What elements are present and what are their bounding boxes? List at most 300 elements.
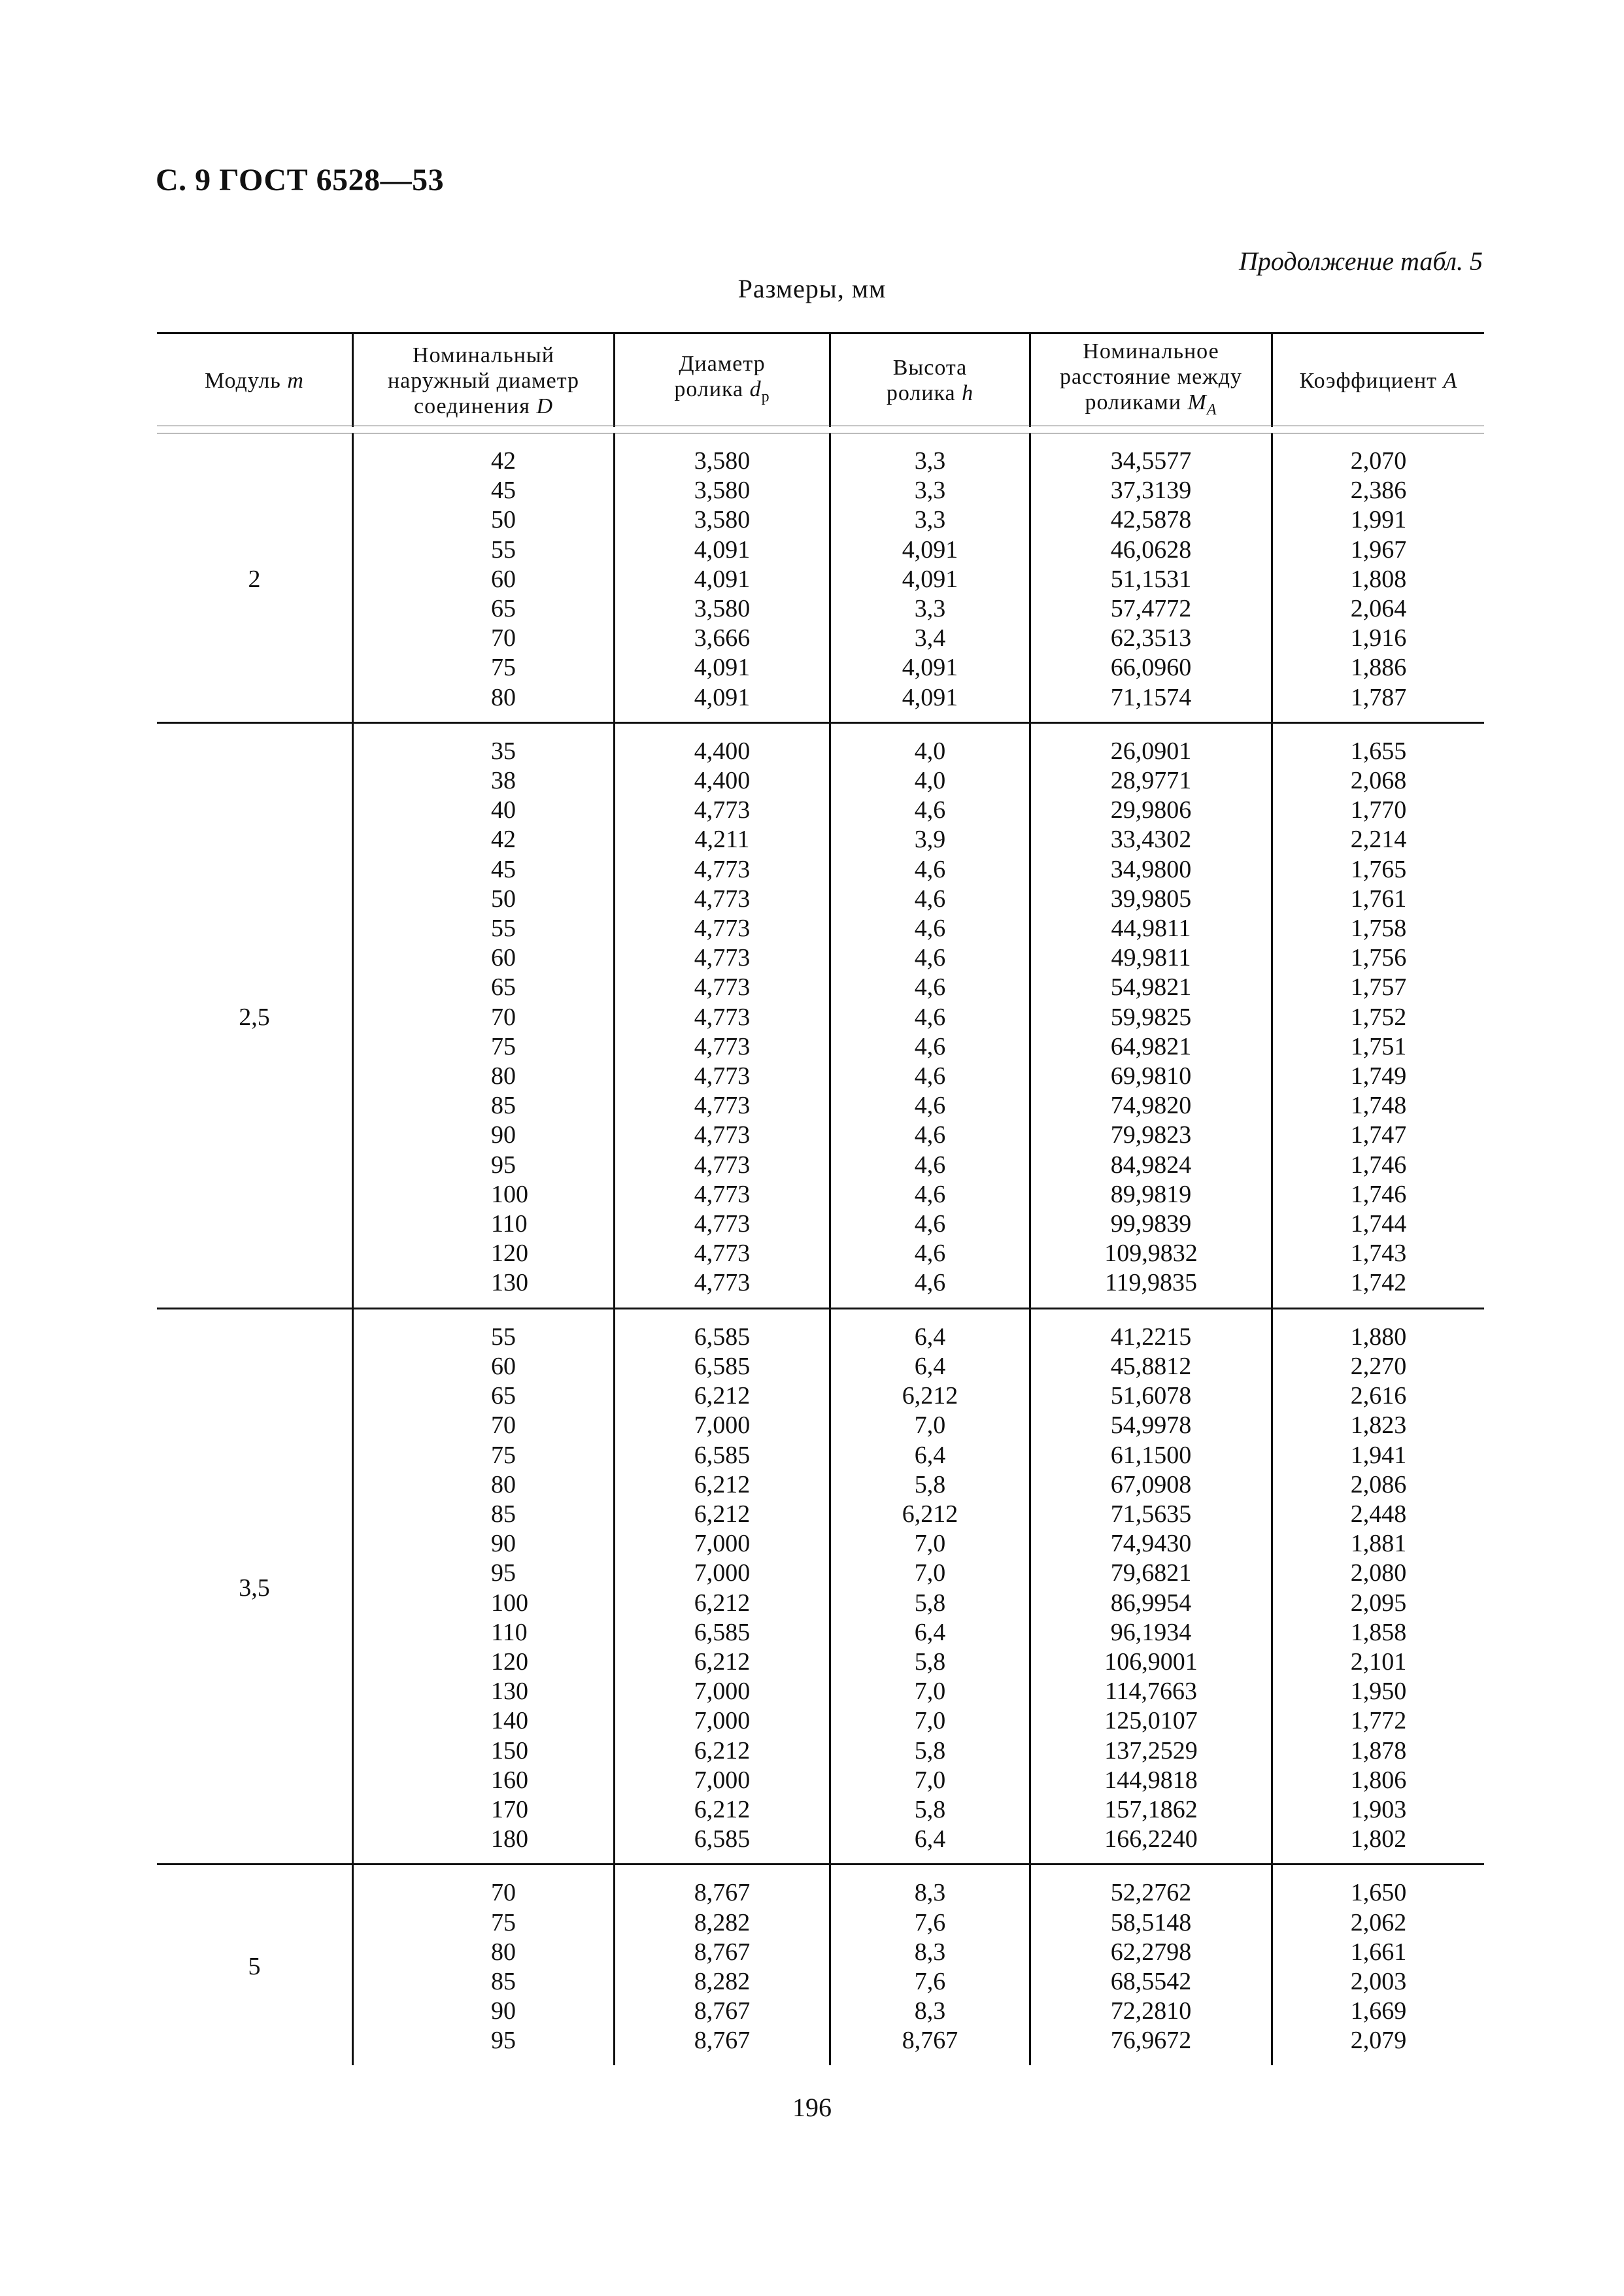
table-cell: 33,4302 — [1110, 826, 1192, 854]
table-cell: 1,765 — [1350, 855, 1407, 883]
table-cell: 5,8 — [914, 1589, 946, 1617]
table-cell: 4,773 — [694, 796, 751, 824]
table-cell: 51,1531 — [1110, 565, 1192, 593]
roller-distance-col — [1029, 433, 1271, 722]
table-cell: 1,752 — [1350, 1003, 1407, 1031]
table-cell: 51,6078 — [1110, 1382, 1192, 1410]
table-cell: 90 — [491, 1121, 516, 1149]
table-cell: 55 — [491, 915, 516, 943]
table-cell: 4,6 — [914, 1210, 946, 1238]
table-cell: 4,6 — [914, 944, 946, 972]
table-cell: 4,6 — [914, 1092, 946, 1120]
table-cell: 1,823 — [1350, 1411, 1407, 1440]
table-cell: 4,091 — [902, 535, 958, 564]
coefficient-col — [1271, 433, 1484, 722]
module-group — [157, 1308, 1484, 1864]
table-cell: 29,9806 — [1110, 796, 1192, 824]
table-cell: 45 — [491, 855, 516, 883]
table-cell: 84,9824 — [1110, 1151, 1192, 1179]
table-cell: 7,000 — [694, 1766, 751, 1794]
roller-distance-col — [1029, 1865, 1271, 2065]
table-cell: 50 — [491, 885, 516, 913]
table-cell: 4,091 — [694, 565, 751, 593]
table-cell: 5,8 — [914, 1795, 946, 1823]
module-value: 3,5 — [239, 1574, 270, 1602]
coefficient-col — [1271, 1309, 1484, 1864]
table-cell: 90 — [491, 1530, 516, 1558]
table-cell: 1,903 — [1350, 1795, 1407, 1823]
page-number: 196 — [792, 2093, 832, 2122]
table-cell: 4,773 — [694, 1180, 751, 1208]
table-cell: 5,8 — [914, 1736, 946, 1764]
table-cell: 69,9810 — [1110, 1062, 1192, 1090]
table-cell: 4,773 — [694, 1210, 751, 1238]
table-cell: 2,214 — [1350, 826, 1407, 854]
table-cell: 166,2240 — [1104, 1825, 1198, 1853]
table-cell: 42,5878 — [1110, 506, 1192, 534]
table-cell: 79,9823 — [1110, 1121, 1192, 1149]
table-cell: 8,767 — [694, 2027, 751, 2055]
table-cell: 5,8 — [914, 1647, 946, 1676]
table-cell: 4,0 — [914, 737, 946, 765]
roller-diameter-col — [613, 724, 829, 1308]
table-cell: 39,9805 — [1110, 885, 1192, 913]
table-cell: 34,5577 — [1110, 447, 1192, 475]
table-cell: 8,3 — [914, 1997, 946, 2025]
table-cell: 7,6 — [914, 1967, 946, 1995]
table-cell: 40 — [491, 796, 516, 824]
table-cell: 57,4772 — [1110, 595, 1192, 623]
table-cell: 4,773 — [694, 1151, 751, 1179]
table-cell: 1,742 — [1350, 1269, 1407, 1297]
table-cell: 6,212 — [694, 1795, 751, 1823]
table-cell: 130 — [491, 1678, 528, 1706]
table-cell: 1,748 — [1350, 1092, 1407, 1120]
table-cell: 1,802 — [1350, 1825, 1407, 1853]
table-cell: 2,270 — [1350, 1352, 1407, 1380]
table-cell: 4,773 — [694, 855, 751, 883]
table-cell: 110 — [491, 1210, 528, 1238]
table-cell: 8,767 — [902, 2027, 958, 2055]
table-cell: 6,212 — [694, 1647, 751, 1676]
table-cell: 67,0908 — [1110, 1470, 1192, 1498]
table-cell: 1,967 — [1350, 535, 1407, 564]
table-cell: 150 — [491, 1736, 528, 1764]
table-cell: 7,0 — [914, 1530, 946, 1558]
table-cell: 70 — [491, 1411, 516, 1440]
table-cell: 6,4 — [914, 1352, 946, 1380]
table-cell: 42 — [491, 826, 516, 854]
table-cell: 2,079 — [1350, 2027, 1407, 2055]
header-roller-diameter: Диаметр ролика $d_р$ — [613, 334, 829, 427]
table-cell: 3,580 — [694, 595, 751, 623]
table-cell: 44,9811 — [1111, 915, 1191, 943]
table-cell: 4,773 — [694, 1121, 751, 1149]
table-cell: 37,3139 — [1110, 477, 1192, 505]
table-cell: 3,3 — [914, 506, 946, 534]
table-cell: 4,773 — [694, 1240, 751, 1268]
module-value: 2 — [248, 565, 261, 593]
table-cell: 1,941 — [1350, 1441, 1407, 1469]
table-cell: 68,5542 — [1110, 1967, 1192, 1995]
table-cell: 4,773 — [694, 1062, 751, 1090]
table-cell: 6,212 — [694, 1500, 751, 1528]
coefficient-col — [1271, 724, 1484, 1308]
table-cell: 1,757 — [1350, 973, 1407, 1002]
table-cell: 6,4 — [914, 1825, 946, 1853]
table-cell: 3,3 — [914, 447, 946, 475]
table-cell: 7,0 — [914, 1411, 946, 1440]
table-cell: 6,212 — [902, 1382, 958, 1410]
table-cell: 1,787 — [1350, 683, 1407, 711]
module-cell — [157, 1865, 352, 2065]
table-cell: 70 — [491, 624, 516, 652]
table-cell: 125,0107 — [1104, 1707, 1198, 1735]
table-cell: 4,773 — [694, 1032, 751, 1060]
table-cell: 58,5148 — [1110, 1908, 1192, 1936]
roller-diameter-col — [613, 433, 829, 722]
table-cell: 6,585 — [694, 1825, 751, 1853]
module-value: 5 — [248, 1953, 261, 1981]
table-cell: 70 — [491, 1003, 516, 1031]
table-cell: 6,585 — [694, 1441, 751, 1469]
table-cell: 28,9771 — [1110, 767, 1192, 795]
table-cell: 96,1934 — [1110, 1618, 1192, 1646]
table-cell: 74,9820 — [1110, 1092, 1192, 1120]
table-cell: 85 — [491, 1967, 516, 1995]
table-cell: 7,000 — [694, 1530, 751, 1558]
table-cell: 1,758 — [1350, 915, 1407, 943]
table-cell: 5,8 — [914, 1470, 946, 1498]
table-cell: 2,086 — [1350, 1470, 1407, 1498]
table-cell: 86,9954 — [1110, 1589, 1192, 1617]
table-cell: 42 — [491, 447, 516, 475]
table-cell: 106,9001 — [1104, 1647, 1198, 1676]
roller-height-col — [829, 724, 1029, 1308]
table-cell: 4,6 — [914, 1151, 946, 1179]
table-cell: 7,0 — [914, 1766, 946, 1794]
table-cell: 8,282 — [694, 1908, 751, 1936]
table-cell: 7,000 — [694, 1559, 751, 1587]
table-cell: 61,1500 — [1110, 1441, 1192, 1469]
table-cell: 1,747 — [1350, 1121, 1407, 1149]
table-cell: 144,9818 — [1104, 1766, 1198, 1794]
table-cell: 4,6 — [914, 885, 946, 913]
header-roller-height: Высота ролика h — [829, 334, 1029, 427]
header-module: Модуль m — [205, 368, 304, 393]
page-header: С. 9 ГОСТ 6528—53 — [156, 163, 445, 197]
table-cell: 6,212 — [694, 1736, 751, 1764]
table-cell: 170 — [491, 1795, 528, 1823]
roller-distance-col — [1029, 1309, 1271, 1864]
table-cell: 1,808 — [1350, 565, 1407, 593]
module-group — [157, 1863, 1484, 2065]
roller-diameter-col — [613, 1309, 829, 1864]
table-cell: 4,773 — [694, 944, 751, 972]
table-cell: 60 — [491, 944, 516, 972]
table-cell: 7,0 — [914, 1559, 946, 1587]
table-cell: 110 — [491, 1618, 528, 1646]
roller-distance-col — [1029, 724, 1271, 1308]
table-cell: 6,585 — [694, 1618, 751, 1646]
coefficient-col — [1271, 1865, 1484, 2065]
table-cell: 120 — [491, 1647, 528, 1676]
table-cell: 66,0960 — [1110, 654, 1192, 682]
table-cell: 4,6 — [914, 1269, 946, 1297]
table-cell: 90 — [491, 1997, 516, 2025]
table-cell: 1,950 — [1350, 1678, 1407, 1706]
header-roller-distance: Номинальное расстояние между роликами $M_A$ — [1029, 334, 1271, 427]
outer-diameter-col — [352, 1865, 613, 2065]
table-cell: 4,6 — [914, 796, 946, 824]
table-cell: 100 — [491, 1589, 528, 1617]
table-cell: 1,880 — [1350, 1323, 1407, 1351]
table-cell: 75 — [491, 654, 516, 682]
table-cell: 7,000 — [694, 1707, 751, 1735]
table-cell: 2,064 — [1350, 595, 1407, 623]
table-cell: 1,761 — [1350, 885, 1407, 913]
table-cell: 4,773 — [694, 1269, 751, 1297]
module-cell — [157, 433, 352, 722]
table-cell: 1,886 — [1350, 654, 1407, 682]
table-cell: 4,6 — [914, 1003, 946, 1031]
table-cell: 7,0 — [914, 1678, 946, 1706]
table-cell: 2,080 — [1350, 1559, 1407, 1587]
table-cell: 1,655 — [1350, 737, 1407, 765]
table-cell: 95 — [491, 1151, 516, 1179]
table-cell: 7,0 — [914, 1707, 946, 1735]
table-cell: 8,767 — [694, 1938, 751, 1966]
table-cell: 1,751 — [1350, 1032, 1407, 1060]
table-cell: 4,400 — [694, 737, 751, 765]
table-cell: 54,9821 — [1110, 973, 1192, 1002]
table-cell: 3,4 — [914, 624, 946, 652]
table-cell: 3,3 — [914, 595, 946, 623]
table-cell: 80 — [491, 1062, 516, 1090]
table-cell: 65 — [491, 973, 516, 1002]
table-cell: 50 — [491, 506, 516, 534]
roller-height-col — [829, 433, 1029, 722]
table-cell: 75 — [491, 1441, 516, 1469]
table-cell: 65 — [491, 595, 516, 623]
table-cell: 7,000 — [694, 1678, 751, 1706]
table-cell: 3,3 — [914, 477, 946, 505]
table-cell: 6,585 — [694, 1352, 751, 1380]
table-cell: 4,773 — [694, 885, 751, 913]
table-cell: 4,6 — [914, 973, 946, 1002]
table-cell: 62,3513 — [1110, 624, 1192, 652]
table-cell: 4,0 — [914, 767, 946, 795]
table-cell: 49,9811 — [1111, 944, 1191, 972]
table-cell: 6,4 — [914, 1323, 946, 1351]
table-cell: 137,2529 — [1104, 1736, 1198, 1764]
table-cell: 79,6821 — [1110, 1559, 1192, 1587]
table-cell: 1,881 — [1350, 1530, 1407, 1558]
table-cell: 1,749 — [1350, 1062, 1407, 1090]
table-cell: 8,3 — [914, 1879, 946, 1907]
table-cell: 3,580 — [694, 447, 751, 475]
table-cell: 4,211 — [694, 826, 750, 854]
table-cell: 72,2810 — [1110, 1997, 1192, 2025]
table-cell: 59,9825 — [1110, 1003, 1192, 1031]
table-cell: 6,4 — [914, 1441, 946, 1469]
table-cell: 52,2762 — [1110, 1879, 1192, 1907]
module-value: 2,5 — [239, 1003, 270, 1031]
table-cell: 55 — [491, 535, 516, 564]
table-cell: 1,806 — [1350, 1766, 1407, 1794]
table-cell: 7,000 — [694, 1411, 751, 1440]
table-cell: 60 — [491, 565, 516, 593]
table-cell: 45 — [491, 477, 516, 505]
table-cell: 4,773 — [694, 915, 751, 943]
table-cell: 1,661 — [1350, 1938, 1407, 1966]
table-cell: 2,095 — [1350, 1589, 1407, 1617]
table-cell: 95 — [491, 1559, 516, 1587]
table-cell: 2,448 — [1350, 1500, 1407, 1528]
table-cell: 120 — [491, 1240, 528, 1268]
table-cell: 4,091 — [902, 683, 958, 711]
table-body — [157, 433, 1484, 2065]
table-cell: 74,9430 — [1110, 1530, 1192, 1558]
table-cell: 7,6 — [914, 1908, 946, 1936]
table-cell: 8,767 — [694, 1879, 751, 1907]
table-cell: 6,212 — [694, 1589, 751, 1617]
table-cell: 80 — [491, 1938, 516, 1966]
table-cell: 2,068 — [1350, 767, 1407, 795]
table-cell: 26,0901 — [1110, 737, 1192, 765]
table-cell: 4,6 — [914, 1032, 946, 1060]
table-cell: 1,756 — [1350, 944, 1407, 972]
table-cell: 95 — [491, 2027, 516, 2055]
table-cell: 4,091 — [902, 565, 958, 593]
table-cell: 3,580 — [694, 506, 751, 534]
outer-diameter-col — [352, 433, 613, 722]
table-cell: 75 — [491, 1908, 516, 1936]
table-cell: 4,091 — [902, 654, 958, 682]
table-cell: 6,4 — [914, 1618, 946, 1646]
table-cell: 6,585 — [694, 1323, 751, 1351]
roller-height-col — [829, 1309, 1029, 1864]
table-cell: 6,212 — [694, 1470, 751, 1498]
table-cell: 1,746 — [1350, 1180, 1407, 1208]
table-cell: 62,2798 — [1110, 1938, 1192, 1966]
table-cell: 4,773 — [694, 973, 751, 1002]
module-cell — [157, 724, 352, 1308]
table-cell: 100 — [491, 1180, 528, 1208]
table-cell: 4,6 — [914, 1121, 946, 1149]
table-cell: 4,6 — [914, 1180, 946, 1208]
table-cell: 76,9672 — [1110, 2027, 1192, 2055]
table-cell: 119,9835 — [1104, 1269, 1198, 1297]
table-cell: 4,773 — [694, 1003, 751, 1031]
table-cell: 4,091 — [694, 535, 751, 564]
table-cell: 8,282 — [694, 1967, 751, 1995]
table-cell: 89,9819 — [1110, 1180, 1192, 1208]
table-cell: 130 — [491, 1269, 528, 1297]
table-cell: 180 — [491, 1825, 528, 1853]
module-group — [157, 433, 1484, 722]
table-cell: 4,6 — [914, 915, 946, 943]
table-header — [157, 332, 1484, 433]
table-cell: 1,746 — [1350, 1151, 1407, 1179]
table-cell: 114,7663 — [1104, 1678, 1198, 1706]
table-cell: 55 — [491, 1323, 516, 1351]
roller-diameter-col — [613, 1865, 829, 2065]
table-cell: 2,616 — [1350, 1382, 1407, 1410]
data-table — [157, 332, 1484, 2065]
table-cell: 1,916 — [1350, 624, 1407, 652]
module-cell — [157, 1309, 352, 1864]
table-cell: 2,070 — [1350, 447, 1407, 475]
table-cell: 140 — [491, 1707, 528, 1735]
outer-diameter-col — [352, 1309, 613, 1864]
table-cell: 38 — [491, 767, 516, 795]
table-cell: 80 — [491, 1470, 516, 1498]
table-cell: 45,8812 — [1110, 1352, 1192, 1380]
table-cell: 2,062 — [1350, 1908, 1407, 1936]
table-cell: 1,669 — [1350, 1997, 1407, 2025]
table-cell: 4,6 — [914, 1062, 946, 1090]
header-coefficient: Коэффициент A — [1271, 334, 1484, 427]
table-cell: 6,212 — [902, 1500, 958, 1528]
table-cell: 46,0628 — [1110, 535, 1192, 564]
table-cell: 80 — [491, 683, 516, 711]
table-cell: 8,3 — [914, 1938, 946, 1966]
table-cell: 3,666 — [694, 624, 751, 652]
table-cell: 70 — [491, 1879, 516, 1907]
table-cell: 34,9800 — [1110, 855, 1192, 883]
table-cell: 157,1862 — [1104, 1795, 1198, 1823]
table-cell: 1,743 — [1350, 1240, 1407, 1268]
table-cell: 1,858 — [1350, 1618, 1407, 1646]
table-cell: 65 — [491, 1382, 516, 1410]
module-group — [157, 722, 1484, 1308]
units-caption: Размеры, мм — [737, 274, 887, 303]
table-cell: 2,101 — [1350, 1647, 1407, 1676]
table-cell: 85 — [491, 1500, 516, 1528]
table-cell: 71,5635 — [1110, 1500, 1192, 1528]
table-cell: 3,580 — [694, 477, 751, 505]
table-cell: 1,744 — [1350, 1210, 1407, 1238]
table-cell: 109,9832 — [1104, 1240, 1198, 1268]
table-cell: 1,770 — [1350, 796, 1407, 824]
table-cell: 99,9839 — [1110, 1210, 1192, 1238]
table-cell: 4,091 — [694, 654, 751, 682]
table-cell: 6,212 — [694, 1382, 751, 1410]
table-cell: 54,9978 — [1110, 1411, 1192, 1440]
table-cell: 1,772 — [1350, 1707, 1407, 1735]
table-cell: 160 — [491, 1766, 528, 1794]
table-cell: 41,2215 — [1110, 1323, 1192, 1351]
table-cell: 4,400 — [694, 767, 751, 795]
table-cell: 1,878 — [1350, 1736, 1407, 1764]
table-cell: 2,386 — [1350, 477, 1407, 505]
table-cell: 4,091 — [694, 683, 751, 711]
table-cell: 71,1574 — [1110, 683, 1192, 711]
table-cell: 75 — [491, 1032, 516, 1060]
table-cell: 1,650 — [1350, 1879, 1407, 1907]
header-outer-diameter: Номинальный наружный диаметр соединения D — [352, 334, 613, 427]
table-cell: 60 — [491, 1352, 516, 1380]
table-cell: 64,9821 — [1110, 1032, 1192, 1060]
table-cell: 3,9 — [914, 826, 946, 854]
table-continuation-label: Продолжение табл. 5 — [1238, 246, 1483, 276]
table-cell: 1,991 — [1350, 506, 1407, 534]
table-cell: 8,767 — [694, 1997, 751, 2025]
table-cell: 35 — [491, 737, 516, 765]
table-cell: 85 — [491, 1092, 516, 1120]
roller-height-col — [829, 1865, 1029, 2065]
